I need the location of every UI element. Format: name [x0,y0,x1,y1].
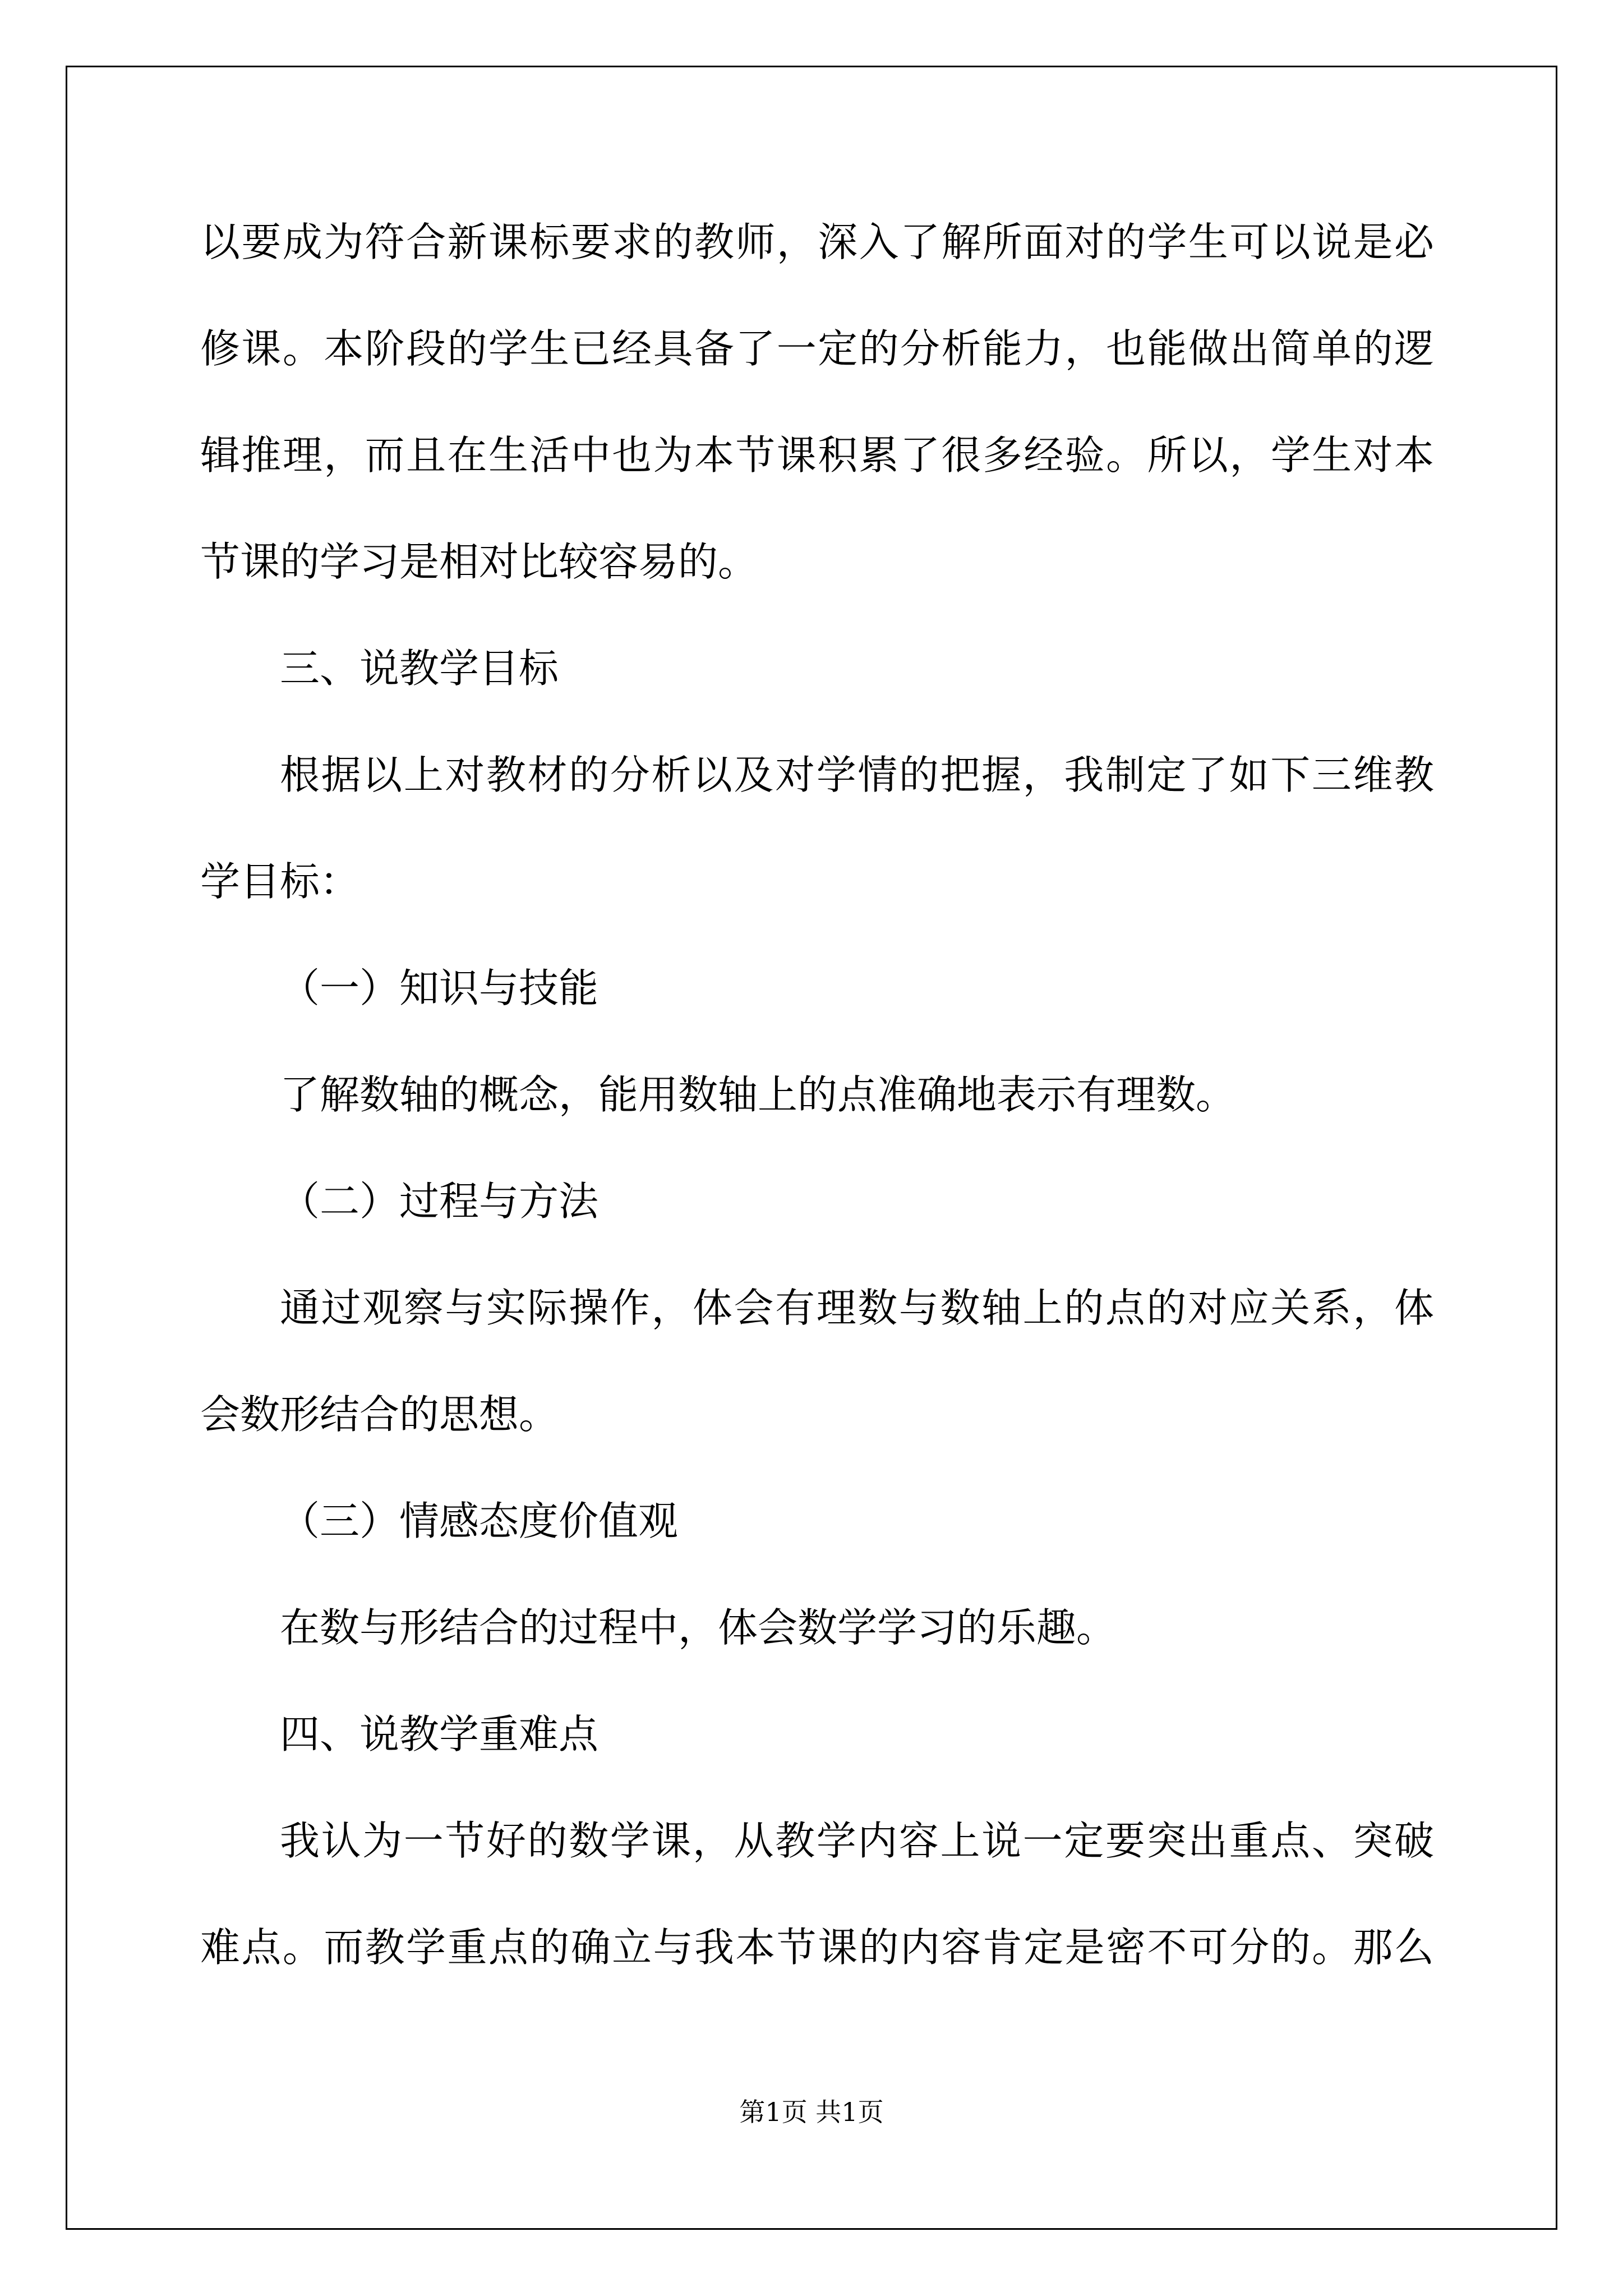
section-heading: 三、说教学目标 [280,645,559,692]
text-line: 辑推理，而且在生活中也为本节课积累了很多经验。所以，学生对本 [200,432,1434,478]
text-line: 节课的学习是相对比较容易的。 [200,539,758,585]
subsection-heading: （三）情感态度价值观 [280,1498,679,1544]
text-line: 会数形结合的思想。 [200,1391,559,1438]
subsection-heading: （一）知识与技能 [280,965,599,1011]
text-line: 了解数轴的概念，能用数轴上的点准确地表示有理数。 [280,1071,1236,1118]
text-line: 通过观察与实际操作，体会有理数与数轴上的点的对应关系，体 [280,1285,1434,1331]
section-heading: 四、说教学重难点 [280,1711,599,1757]
text-line: 在数与形结合的过程中，体会数学学习的乐趣。 [280,1604,1117,1651]
text-line: 难点。而教学重点的确立与我本节课的内容肯定是密不可分的。那么 [200,1924,1434,1971]
subsection-heading: （二）过程与方法 [280,1178,599,1225]
text-line: 以要成为符合新课标要求的教师，深入了解所面对的学生可以说是必 [200,219,1434,265]
page-border [66,66,1557,2230]
text-line: 根据以上对教材的分析以及对学情的把握，我制定了如下三维教 [280,752,1434,798]
page-footer [0,2095,1623,2129]
page-number-label: 第1页 共1页 [739,2097,884,2127]
text-line: 学目标： [200,858,360,905]
text-line: 修课。本阶段的学生已经具备了一定的分析能力，也能做出简单的逻 [200,325,1434,372]
text-line: 我认为一节好的数学课，从教学内容上说一定要突出重点、突破 [280,1818,1434,1864]
